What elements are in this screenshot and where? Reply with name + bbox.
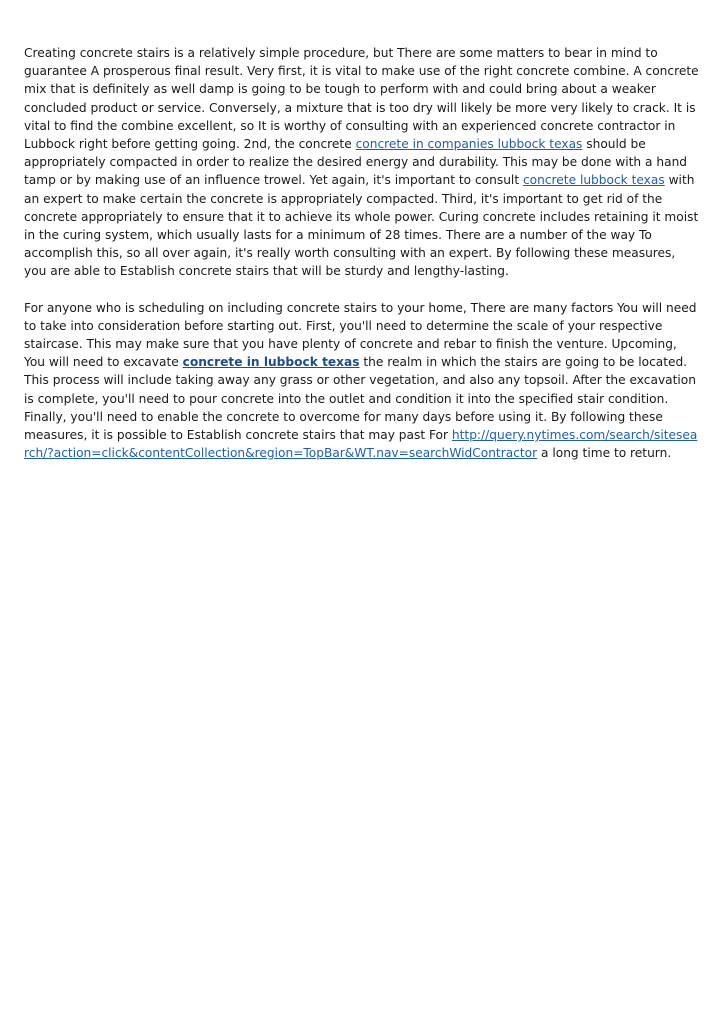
paragraph-2 [24,299,700,463]
paragraph-1-text-a: Creating concrete stairs is a relatively simple procedure, but There are some matters to bear in mind to guarantee A prosperous final result. Very first, it is vital to make use of the right concrete combine. A concrete mix that is definitely as well damp is going to be tough to perform with and could bring about a weaker concluded product or service. Conversely, a mixture that is too dry will likely be more very likely to crack. It is vital to find the combine excellent, so It is worthy of consulting with an experienced concrete contractor in Lubbock right before getting going. 2nd, the concrete [24,46,699,152]
paragraph-2-text-a: For anyone who is scheduling on including concrete stairs to your home, There are many factors You will need to take into consideration before starting out. First, you'll need to determine the scale of your respective staircase. This may make sure that you have plenty of concrete and rebar to finish the venture. Upcoming, You will need to excavate [24,300,697,370]
link-concrete-in-companies-lubbock-texas[interactable]: concrete in companies lubbock texas [355,137,583,152]
link-nytimes-contractor[interactable]: http://query.nytimes.com/search/sitesearch/?action=click&contentCollection&region=TopBar&WT.nav=searchWidContractor [24,428,698,461]
link-concrete-in-lubbock-texas[interactable]: concrete in lubbock texas [182,355,360,370]
link-concrete-lubbock-texas[interactable]: concrete lubbock texas [522,173,665,188]
paragraph-2-text-c: a long time to return. [537,446,672,461]
paragraph-1-text-c: with an expert to make certain the concrete is appropriately compacted. Third, it's important to get rid of the concrete appropriately to ensure that it to achieve its whole power. Curing concrete includes retaining it moist in the curing system, which usually lasts for a minimum of 28 times. There are a number of the way To accomplish this, so all over again, it's really worth consulting with an expert. By following these measures, you are able to Establish concrete stairs that will be sturdy and lengthy-lasting. [24,173,699,279]
paragraph-1-text-b: should be appropriately compacted in order to realize the desired energy and durability. This may be done with a hand tamp or by making use of an influence trowel. Yet again, it's important to consult [24,137,688,188]
paragraph-2-text-b: the realm in which the stairs are going to be located. This process will include taking away any grass or other vegetation, and also any topsoil. After the excavation is complete, you'll need to pour concrete into the outlet and condition it into the specified stair condition. Finally, you'll need to enable the concrete to overcome for many days before using it. By following these measures, it is possible to Establish concrete stairs that may past For [24,355,696,443]
paragraph-1 [24,44,700,281]
article-body [24,44,700,480]
